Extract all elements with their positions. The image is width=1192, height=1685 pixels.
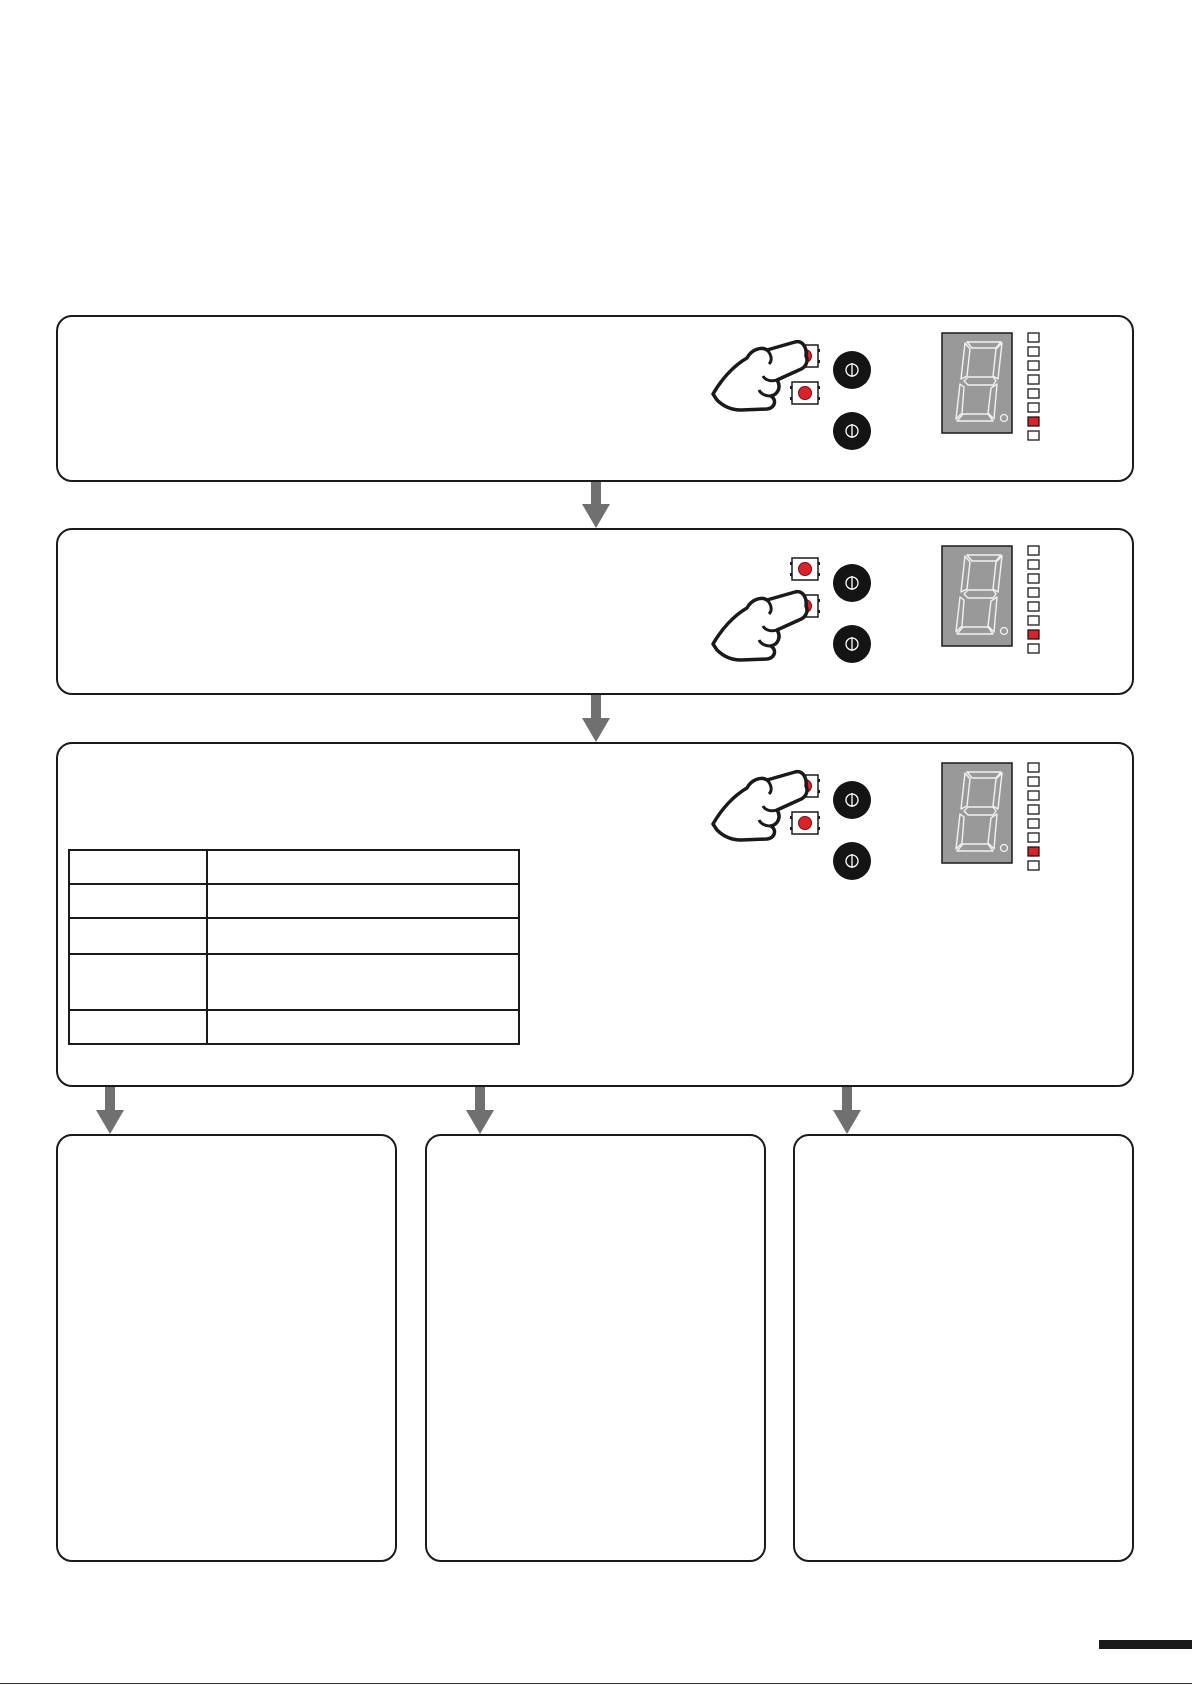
seven-segment-display-icon bbox=[942, 333, 1012, 433]
led-indicator-icon bbox=[1028, 819, 1039, 828]
led-indicator-icon bbox=[1028, 333, 1039, 342]
led-indicator-icon bbox=[1028, 375, 1039, 384]
led-indicator-icon bbox=[1028, 347, 1039, 356]
trimmer-knob-icon bbox=[833, 412, 871, 450]
mode-table-cell bbox=[69, 954, 207, 1010]
led-indicator-icon bbox=[1028, 847, 1039, 856]
mode-table-cell bbox=[207, 884, 519, 918]
led-indicator-icon bbox=[1028, 431, 1039, 440]
arrow-to-option-1 bbox=[96, 1087, 124, 1134]
mode-table bbox=[68, 849, 520, 1045]
step-2-control-panel bbox=[700, 538, 1100, 668]
mode-table-row bbox=[69, 850, 519, 884]
mode-table-cell bbox=[69, 1010, 207, 1044]
option-box-1 bbox=[56, 1134, 397, 1562]
option-box-3 bbox=[793, 1134, 1134, 1562]
led-indicator-icon bbox=[1028, 791, 1039, 800]
mode-table-cell bbox=[207, 918, 519, 954]
step-3-control-panel bbox=[700, 755, 1100, 885]
led-indicator-icon bbox=[1028, 777, 1039, 786]
page-marker bbox=[1099, 1640, 1192, 1649]
arrow-to-option-3 bbox=[833, 1087, 861, 1134]
led-indicator-icon bbox=[1028, 602, 1039, 611]
mode-table-row bbox=[69, 884, 519, 918]
footer-rule bbox=[0, 1683, 1192, 1684]
step-1-control-panel bbox=[700, 325, 1100, 455]
mode-table-row bbox=[69, 954, 519, 1010]
led-indicator-icon bbox=[1028, 833, 1039, 842]
push-button-icon bbox=[790, 558, 820, 580]
led-indicator-icon bbox=[1028, 574, 1039, 583]
mode-table-cell bbox=[69, 918, 207, 954]
led-indicator-icon bbox=[1028, 560, 1039, 569]
push-button-icon bbox=[790, 382, 820, 404]
trimmer-knob-icon bbox=[833, 564, 871, 602]
led-indicator-icon bbox=[1028, 861, 1039, 870]
trimmer-knob-icon bbox=[833, 842, 871, 880]
led-indicator-icon bbox=[1028, 644, 1039, 653]
hand-pointing-icon bbox=[713, 592, 807, 660]
seven-segment-display-icon bbox=[942, 546, 1012, 646]
led-indicator-icon bbox=[1028, 630, 1039, 639]
led-indicator-icon bbox=[1028, 389, 1039, 398]
led-indicator-icon bbox=[1028, 546, 1039, 555]
led-indicator-icon bbox=[1028, 417, 1039, 426]
led-column bbox=[1028, 333, 1039, 440]
led-indicator-icon bbox=[1028, 805, 1039, 814]
led-column bbox=[1028, 763, 1039, 870]
led-indicator-icon bbox=[1028, 361, 1039, 370]
arrow-step-2-to-3 bbox=[582, 695, 610, 742]
mode-table-cell bbox=[207, 1010, 519, 1044]
led-indicator-icon bbox=[1028, 588, 1039, 597]
seven-segment-display-icon bbox=[942, 763, 1012, 863]
mode-table-cell bbox=[207, 954, 519, 1010]
arrow-step-1-to-2 bbox=[582, 482, 610, 528]
option-box-2 bbox=[425, 1134, 766, 1562]
mode-table-row bbox=[69, 1010, 519, 1044]
trimmer-knob-icon bbox=[833, 351, 871, 389]
arrow-to-option-2 bbox=[466, 1087, 494, 1134]
mode-table-cell bbox=[69, 884, 207, 918]
mode-table-cell bbox=[207, 850, 519, 884]
led-indicator-icon bbox=[1028, 763, 1039, 772]
trimmer-knob-icon bbox=[833, 781, 871, 819]
mode-table-cell bbox=[69, 850, 207, 884]
trimmer-knob-icon bbox=[833, 625, 871, 663]
push-button-icon bbox=[790, 812, 820, 834]
led-column bbox=[1028, 546, 1039, 653]
mode-table-row bbox=[69, 918, 519, 954]
led-indicator-icon bbox=[1028, 403, 1039, 412]
led-indicator-icon bbox=[1028, 616, 1039, 625]
